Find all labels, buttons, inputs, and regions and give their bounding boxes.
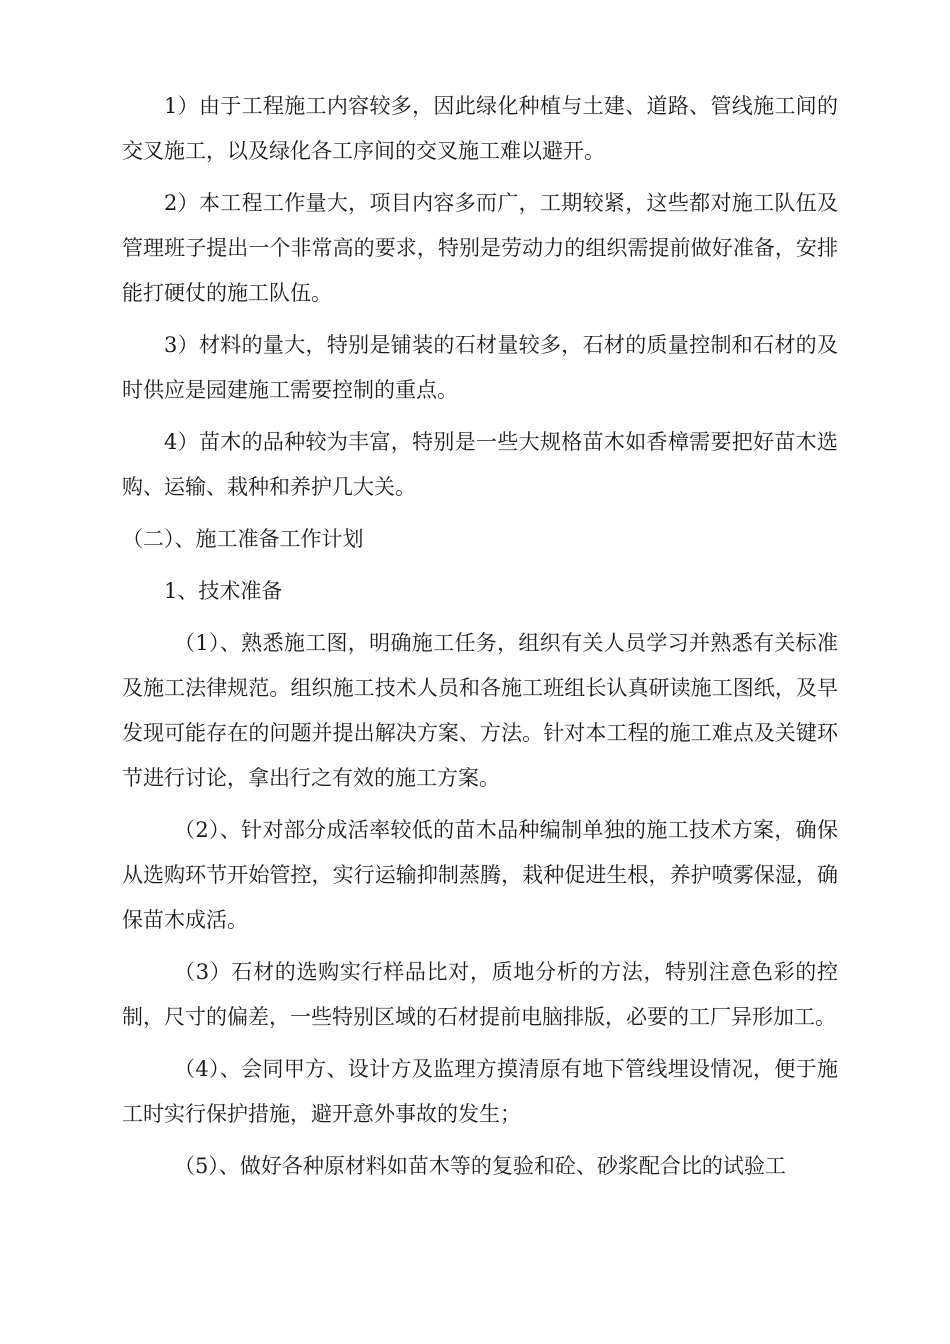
- paragraph-4: 4）苗木的品种较为丰富，特别是一些大规格苗木如香樟需要把好苗木选购、运输、栽种和养护几大关。: [122, 430, 838, 499]
- paragraph-3: 3）材料的量大，特别是铺装的石材量较多，石材的质量控制和石材的及时供应是园建施工需要控制的重点。: [122, 333, 838, 402]
- item-5: （5）、做好各种原材料如苗木等的复验和砼、砂浆配合比的试验工: [174, 1154, 786, 1178]
- section-heading: （二）、施工准备工作计划: [122, 527, 364, 551]
- paragraph-1: 1）由于工程施工内容较多，因此绿化种植与土建、道路、管线施工间的交叉施工，以及绿化各工序间的交叉施工难以避开。: [122, 94, 838, 163]
- paragraph-2: 2）本工程工作量大，项目内容多而广，工期较紧，这些都对施工队伍及管理班子提出一个非常高的要求，特别是劳动力的组织需提前做好准备，安排能打硬仗的施工队伍。: [122, 191, 838, 305]
- item-2: （2）、针对部分成活率较低的苗木品种编制单独的施工技术方案，确保从选购环节开始管控，实行运输抑制蒸腾，栽种促进生根，养护喷雾保湿，确保苗木成活。: [122, 818, 838, 932]
- subsection-heading: 1、技术准备: [164, 579, 283, 603]
- item-1: （1）、熟悉施工图，明确施工任务，组织有关人员学习并熟悉有关标准及施工法律规范。组织施工技术人员和各施工班组长认真研读施工图纸，及早发现可能存在的问题并提出解决方案、方法。针对本工程的施工难点及关键环节进行讨论，拿出行之有效的施工方案。: [122, 631, 838, 790]
- document-body: [122, 84, 838, 1196]
- item-3: （3）石材的选购实行样品比对，质地分析的方法，特别注意色彩的控制，尺寸的偏差，一些特别区域的石材提前电脑排版，必要的工厂异形加工。: [122, 960, 838, 1029]
- item-4: （4）、会同甲方、设计方及监理方摸清原有地下管线埋设情况，便于施工时实行保护措施，避开意外事故的发生；: [122, 1057, 838, 1126]
